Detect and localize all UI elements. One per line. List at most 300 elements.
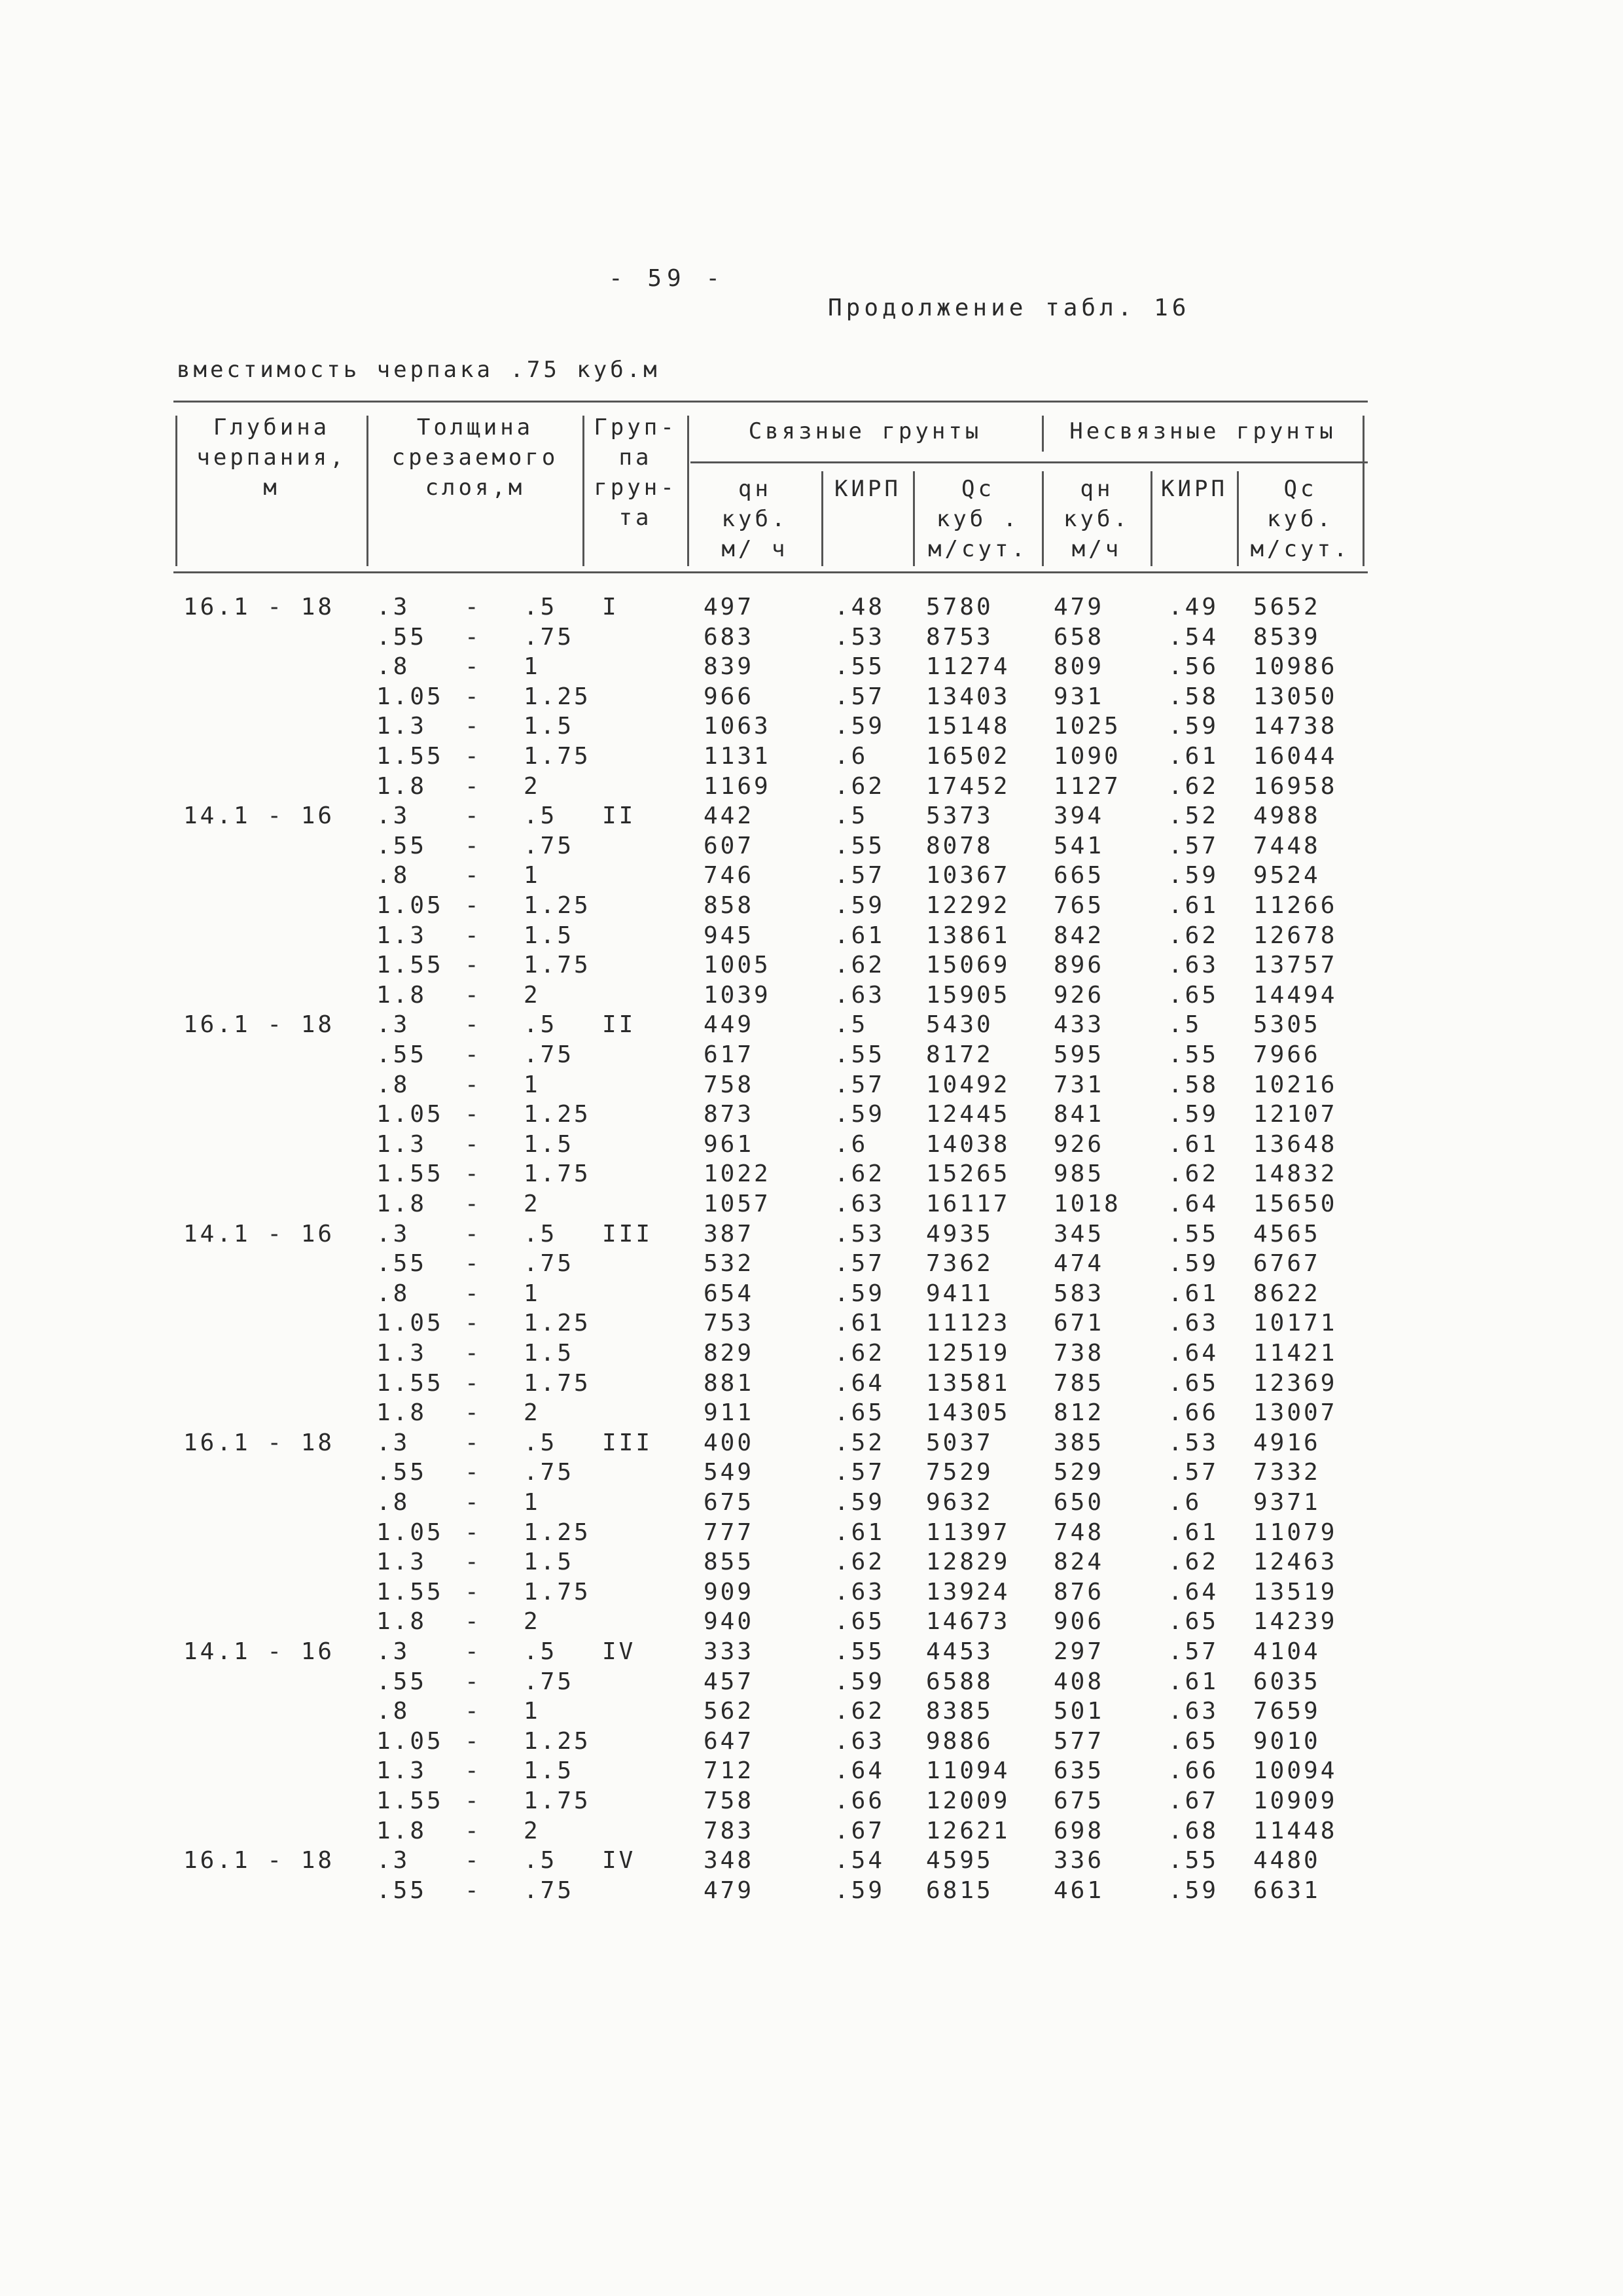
- cell-qc2: 6035: [1253, 1668, 1321, 1695]
- table-row: [0, 1338, 1623, 1369]
- cell-qc1: 12621: [926, 1817, 1010, 1844]
- cell-qc1: 16502: [926, 743, 1010, 770]
- range-dash: -: [465, 1727, 482, 1755]
- cell-from: 1.55: [376, 952, 444, 979]
- cell-qn2: 738: [1054, 1340, 1105, 1367]
- cell-qn2: 842: [1054, 922, 1105, 949]
- table-row: [0, 1637, 1623, 1667]
- cell-kirp2: .64: [1168, 1578, 1219, 1605]
- cell-kirp1: .63: [834, 1578, 885, 1605]
- cell-kirp2: .58: [1168, 1071, 1219, 1098]
- table-row: [0, 1249, 1623, 1279]
- cell-qc2: 11266: [1253, 892, 1338, 919]
- cell-to: .75: [524, 623, 575, 651]
- cell-group: II: [602, 802, 636, 830]
- range-dash: -: [465, 1847, 482, 1874]
- cell-qc2: 14494: [1253, 981, 1338, 1009]
- cell-qc1: 17452: [926, 772, 1010, 800]
- cell-kirp2: .63: [1168, 952, 1219, 979]
- header-divider: [1363, 416, 1364, 566]
- cell-from: .55: [376, 623, 427, 651]
- header-qc-noncohesive: Qc куб. м/сут.: [1250, 476, 1351, 562]
- cell-from: 1.05: [376, 1727, 444, 1755]
- cell-qn2: 931: [1054, 683, 1105, 710]
- cell-qn1: 449: [704, 1011, 755, 1039]
- table-row: [0, 1369, 1623, 1399]
- cell-kirp1: .62: [834, 1340, 885, 1367]
- cell-kirp1: .57: [834, 1459, 885, 1486]
- cell-qn2: 675: [1054, 1787, 1105, 1814]
- cell-kirp2: .57: [1168, 1459, 1219, 1486]
- cell-qc1: 12519: [926, 1340, 1010, 1367]
- range-dash: -: [465, 743, 482, 770]
- cell-qc1: 14673: [926, 1608, 1010, 1636]
- cell-kirp1: .63: [834, 1727, 885, 1755]
- cell-from: 1.8: [376, 1399, 427, 1427]
- cell-from: 1.3: [376, 713, 427, 740]
- cell-to: 2: [524, 981, 541, 1009]
- cell-kirp2: .57: [1168, 832, 1219, 859]
- cell-depth: 16.1 - 18: [183, 1429, 335, 1456]
- cell-qn2: 896: [1054, 952, 1105, 979]
- table-row: [0, 1308, 1623, 1338]
- cell-qn1: 873: [704, 1101, 755, 1128]
- cell-kirp1: .66: [834, 1787, 885, 1814]
- cell-kirp2: .65: [1168, 1369, 1219, 1397]
- header-bottom-rule: [173, 571, 1368, 573]
- table-row: [0, 1577, 1623, 1607]
- cell-depth: 16.1 - 18: [183, 1847, 335, 1874]
- cell-kirp2: .55: [1168, 1220, 1219, 1247]
- cell-from: .8: [376, 1071, 410, 1098]
- range-dash: -: [465, 1698, 482, 1725]
- cell-qn2: 926: [1054, 1130, 1105, 1158]
- cell-to: 1.5: [524, 1757, 575, 1785]
- cell-from: .55: [376, 1876, 427, 1904]
- cell-from: .3: [376, 1220, 410, 1247]
- cell-qn1: 1131: [704, 743, 771, 770]
- table-row: [0, 772, 1623, 802]
- cell-qn1: 940: [704, 1608, 755, 1636]
- cell-qn1: 746: [704, 862, 755, 889]
- cell-kirp1: .61: [834, 922, 885, 949]
- cell-kirp2: .62: [1168, 922, 1219, 949]
- cell-qc1: 9632: [926, 1489, 993, 1516]
- range-dash: -: [465, 1578, 482, 1605]
- cell-kirp1: .59: [834, 713, 885, 740]
- cell-depth: 16.1 - 18: [183, 594, 335, 620]
- cell-qc1: 8385: [926, 1698, 993, 1725]
- cell-qc1: 8753: [926, 623, 993, 651]
- range-dash: -: [465, 892, 482, 919]
- cell-to: .75: [524, 1459, 575, 1486]
- cell-qc2: 15650: [1253, 1191, 1338, 1217]
- cell-qc1: 7362: [926, 1250, 993, 1278]
- cell-qc1: 13581: [926, 1369, 1010, 1397]
- cell-qn1: 532: [704, 1250, 755, 1278]
- cell-qn1: 961: [704, 1130, 755, 1158]
- cell-qc1: 15265: [926, 1160, 1010, 1188]
- cell-from: 1.05: [376, 1101, 444, 1128]
- cell-qc1: 15905: [926, 981, 1010, 1009]
- cell-from: .55: [376, 1250, 427, 1278]
- header-thickness: Толщина срезаемого слоя,м: [391, 414, 559, 501]
- cell-qc2: 4988: [1253, 802, 1321, 830]
- cell-from: 1.55: [376, 1787, 444, 1814]
- cell-qc1: 16117: [926, 1191, 1010, 1217]
- cell-kirp1: .57: [834, 1250, 885, 1278]
- cell-kirp1: .61: [834, 1518, 885, 1546]
- header-depth: Глубина черпания, м: [196, 414, 347, 501]
- cell-qn2: 824: [1054, 1549, 1105, 1576]
- cell-qc2: 10986: [1253, 653, 1338, 681]
- cell-from: .3: [376, 1638, 410, 1665]
- cell-kirp2: .62: [1168, 772, 1219, 800]
- cell-qc2: 9524: [1253, 862, 1321, 889]
- cell-qn1: 783: [704, 1817, 755, 1844]
- cell-from: .8: [376, 1280, 410, 1307]
- table-row: [0, 801, 1623, 831]
- cell-qc2: 10094: [1253, 1757, 1338, 1785]
- range-dash: -: [465, 772, 482, 800]
- cell-qc2: 12463: [1253, 1549, 1338, 1576]
- cell-group: I: [602, 594, 619, 620]
- range-dash: -: [465, 1757, 482, 1785]
- range-dash: -: [465, 1310, 482, 1337]
- cell-qn2: 336: [1054, 1847, 1105, 1874]
- cell-kirp1: .64: [834, 1369, 885, 1397]
- cell-qn1: 348: [704, 1847, 755, 1874]
- cell-qn2: 665: [1054, 862, 1105, 889]
- table-row: [0, 1159, 1623, 1189]
- cell-to: 1: [524, 1280, 541, 1307]
- table-row: [0, 592, 1623, 622]
- cell-qc2: 9010: [1253, 1727, 1321, 1755]
- header-qc-cohesive: Qc куб . м/сут.: [928, 476, 1028, 562]
- cell-qn1: 479: [704, 1876, 755, 1904]
- cell-kirp2: .61: [1168, 1668, 1219, 1695]
- cell-kirp1: .5: [834, 1011, 868, 1039]
- cell-qn1: 1005: [704, 952, 771, 979]
- cell-qn1: 909: [704, 1578, 755, 1605]
- range-dash: -: [465, 1399, 482, 1427]
- cell-to: .75: [524, 1041, 575, 1068]
- cell-qn2: 635: [1054, 1757, 1105, 1785]
- cell-qc2: 13648: [1253, 1130, 1338, 1158]
- cell-qc2: 7332: [1253, 1459, 1321, 1486]
- cell-qc2: 13050: [1253, 683, 1338, 710]
- cell-qc1: 11274: [926, 653, 1010, 681]
- cell-kirp2: .62: [1168, 1549, 1219, 1576]
- cell-kirp1: .62: [834, 952, 885, 979]
- cell-kirp2: .64: [1168, 1191, 1219, 1217]
- cell-kirp2: .66: [1168, 1757, 1219, 1785]
- cell-kirp2: .53: [1168, 1429, 1219, 1456]
- cell-qc1: 8172: [926, 1041, 993, 1068]
- cell-kirp1: .6: [834, 743, 868, 770]
- cell-kirp1: .54: [834, 1847, 885, 1874]
- cell-qc1: 10492: [926, 1071, 1010, 1098]
- cell-qc2: 4916: [1253, 1429, 1321, 1456]
- cell-qc2: 14738: [1253, 713, 1338, 740]
- range-dash: -: [465, 623, 482, 651]
- cell-qn2: 876: [1054, 1578, 1105, 1605]
- table-row: [0, 742, 1623, 772]
- cell-qn1: 675: [704, 1489, 755, 1516]
- cell-qn2: 731: [1054, 1071, 1105, 1098]
- table-row: [0, 1786, 1623, 1816]
- cell-to: 2: [524, 1191, 541, 1217]
- cell-to: .5: [524, 802, 558, 830]
- cell-qn2: 658: [1054, 623, 1105, 651]
- cell-kirp1: .57: [834, 683, 885, 710]
- cell-qc2: 13007: [1253, 1399, 1338, 1427]
- cell-to: 1.75: [524, 952, 591, 979]
- cell-qn1: 387: [704, 1220, 755, 1247]
- cell-qn2: 906: [1054, 1608, 1105, 1636]
- cell-kirp2: .61: [1168, 1280, 1219, 1307]
- range-dash: -: [465, 1489, 482, 1516]
- cell-qn2: 595: [1054, 1041, 1105, 1068]
- table-row: [0, 950, 1623, 980]
- cell-kirp1: .55: [834, 1638, 885, 1665]
- cell-to: 1: [524, 1698, 541, 1725]
- table-row: [0, 1876, 1623, 1906]
- cell-to: .75: [524, 832, 575, 859]
- cell-qc2: 7966: [1253, 1041, 1321, 1068]
- cell-qc2: 8622: [1253, 1280, 1321, 1307]
- cell-qn1: 966: [704, 683, 755, 710]
- cell-kirp1: .64: [834, 1757, 885, 1785]
- cell-qc1: 7529: [926, 1459, 993, 1486]
- cell-kirp2: .68: [1168, 1817, 1219, 1844]
- table-row: [0, 1219, 1623, 1249]
- cell-qc1: 12009: [926, 1787, 1010, 1814]
- cell-qc1: 11397: [926, 1518, 1010, 1546]
- cell-kirp1: .59: [834, 1101, 885, 1128]
- range-dash: -: [465, 1459, 482, 1486]
- cell-from: .3: [376, 594, 410, 620]
- cell-kirp2: .61: [1168, 743, 1219, 770]
- cell-kirp1: .59: [834, 1280, 885, 1307]
- table-row: [0, 1816, 1623, 1846]
- cell-qn2: 809: [1054, 653, 1105, 681]
- cell-kirp1: .53: [834, 1220, 885, 1247]
- cell-qc1: 4595: [926, 1847, 993, 1874]
- cell-from: .55: [376, 1041, 427, 1068]
- header-kirp-noncohesive: КИРП: [1161, 476, 1228, 502]
- cell-from: .8: [376, 1698, 410, 1725]
- cell-to: 1.5: [524, 1130, 575, 1158]
- header-top-rule: [173, 401, 1368, 403]
- cell-qc1: 11123: [926, 1310, 1010, 1337]
- cell-qc1: 13403: [926, 683, 1010, 710]
- range-dash: -: [465, 952, 482, 979]
- range-dash: -: [465, 802, 482, 830]
- table-row: [0, 1547, 1623, 1577]
- cell-from: 1.55: [376, 1160, 444, 1188]
- cell-qn1: 1057: [704, 1191, 771, 1217]
- cell-to: .75: [524, 1668, 575, 1695]
- cell-qn1: 712: [704, 1757, 755, 1785]
- cell-qn1: 442: [704, 802, 755, 830]
- cell-kirp1: .55: [834, 653, 885, 681]
- range-dash: -: [465, 1817, 482, 1844]
- cell-to: 1.5: [524, 1549, 575, 1576]
- cell-qn1: 753: [704, 1310, 755, 1337]
- cell-from: 1.3: [376, 1130, 427, 1158]
- cell-to: 2: [524, 1399, 541, 1427]
- cell-qc2: 5305: [1253, 1011, 1321, 1039]
- cell-qn1: 647: [704, 1727, 755, 1755]
- cell-qn1: 758: [704, 1071, 755, 1098]
- cell-kirp1: .53: [834, 623, 885, 651]
- range-dash: -: [465, 1250, 482, 1278]
- header-noncohesive: Несвязные грунты: [1069, 418, 1336, 444]
- cell-qc2: 4565: [1253, 1220, 1321, 1247]
- cell-from: .55: [376, 832, 427, 859]
- cell-qn2: 748: [1054, 1518, 1105, 1546]
- cell-kirp1: .61: [834, 1310, 885, 1337]
- cell-kirp2: .57: [1168, 1638, 1219, 1665]
- cell-kirp2: .63: [1168, 1310, 1219, 1337]
- cell-to: 1.75: [524, 743, 591, 770]
- cell-to: 1.75: [524, 1787, 591, 1814]
- cell-qc2: 16044: [1253, 743, 1338, 770]
- range-dash: -: [465, 1071, 482, 1098]
- cell-kirp2: .61: [1168, 892, 1219, 919]
- cell-qc2: 4480: [1253, 1847, 1321, 1874]
- table-row: [0, 1518, 1623, 1548]
- cell-to: .5: [524, 1220, 558, 1247]
- cell-qc2: 8539: [1253, 623, 1321, 651]
- cell-to: 1.25: [524, 892, 591, 919]
- cell-qn2: 479: [1054, 594, 1105, 620]
- cell-qc1: 9411: [926, 1280, 993, 1307]
- cell-qc1: 5037: [926, 1429, 993, 1456]
- cell-kirp1: .63: [834, 1191, 885, 1217]
- table-row: [0, 1010, 1623, 1040]
- range-dash: -: [465, 594, 482, 620]
- cell-qn1: 911: [704, 1399, 755, 1427]
- cell-kirp2: .61: [1168, 1130, 1219, 1158]
- cell-qn1: 1169: [704, 772, 771, 800]
- cell-kirp2: .59: [1168, 862, 1219, 889]
- cell-from: 1.8: [376, 1817, 427, 1844]
- header-mid-rule: [690, 461, 1368, 463]
- cell-to: 1.5: [524, 713, 575, 740]
- cell-qn1: 654: [704, 1280, 755, 1307]
- header-kirp-cohesive: КИРП: [834, 476, 901, 502]
- cell-qc2: 12107: [1253, 1101, 1338, 1128]
- table-row: [0, 980, 1623, 1011]
- header-cohesive: Связные грунты: [748, 418, 982, 444]
- cell-kirp2: .59: [1168, 1101, 1219, 1128]
- cell-from: 1.3: [376, 1340, 427, 1367]
- cell-from: 1.05: [376, 1310, 444, 1337]
- cell-qn2: 345: [1054, 1220, 1105, 1247]
- cell-kirp1: .52: [834, 1429, 885, 1456]
- table-subtitle: вместимость черпака .75 куб.м: [177, 357, 660, 383]
- cell-to: .5: [524, 1011, 558, 1039]
- range-dash: -: [465, 981, 482, 1009]
- cell-qn2: 408: [1054, 1668, 1105, 1695]
- range-dash: -: [465, 1101, 482, 1128]
- cell-kirp1: .63: [834, 981, 885, 1009]
- cell-from: .3: [376, 802, 410, 830]
- cell-kirp2: .5: [1168, 1011, 1202, 1039]
- cell-qc1: 15069: [926, 952, 1010, 979]
- cell-to: 1.25: [524, 1727, 591, 1755]
- cell-qc1: 4935: [926, 1220, 993, 1247]
- cell-kirp1: .57: [834, 862, 885, 889]
- cell-kirp2: .6: [1168, 1489, 1202, 1516]
- cell-qc1: 10367: [926, 862, 1010, 889]
- range-dash: -: [465, 1160, 482, 1188]
- cell-depth: 16.1 - 18: [183, 1011, 335, 1039]
- cell-qn2: 385: [1054, 1429, 1105, 1456]
- cell-qc2: 12369: [1253, 1369, 1338, 1397]
- cell-qn2: 501: [1054, 1698, 1105, 1725]
- cell-qn1: 607: [704, 832, 755, 859]
- cell-qn1: 549: [704, 1459, 755, 1486]
- header-group: Груп- па грун- та: [594, 414, 677, 531]
- cell-depth: 14.1 - 16: [183, 1220, 335, 1247]
- cell-kirp2: .52: [1168, 802, 1219, 830]
- cell-group: III: [602, 1429, 653, 1456]
- cell-kirp2: .55: [1168, 1041, 1219, 1068]
- cell-to: 2: [524, 1817, 541, 1844]
- table-row: [0, 1667, 1623, 1697]
- cell-from: 1.3: [376, 1757, 427, 1785]
- table-row: [0, 652, 1623, 682]
- cell-qc2: 9371: [1253, 1489, 1321, 1516]
- cell-from: .3: [376, 1847, 410, 1874]
- cell-qc1: 9886: [926, 1727, 993, 1755]
- cell-qn1: 617: [704, 1041, 755, 1068]
- range-dash: -: [465, 922, 482, 949]
- cell-qn1: 829: [704, 1340, 755, 1367]
- table-row: [0, 831, 1623, 861]
- table-row: [0, 682, 1623, 712]
- cell-kirp2: .65: [1168, 1727, 1219, 1755]
- table-row: [0, 622, 1623, 653]
- table-row: [0, 1130, 1623, 1160]
- cell-kirp2: .65: [1168, 1608, 1219, 1636]
- cell-qn2: 785: [1054, 1369, 1105, 1397]
- cell-qc2: 11448: [1253, 1817, 1338, 1844]
- cell-kirp2: .62: [1168, 1160, 1219, 1188]
- table-row: [0, 1488, 1623, 1518]
- cell-from: 1.05: [376, 892, 444, 919]
- cell-to: 1: [524, 1071, 541, 1098]
- range-dash: -: [465, 713, 482, 740]
- cell-kirp2: .67: [1168, 1787, 1219, 1814]
- table-row: [0, 861, 1623, 891]
- cell-qn1: 855: [704, 1549, 755, 1576]
- cell-qn1: 1039: [704, 981, 771, 1009]
- cell-qn2: 474: [1054, 1250, 1105, 1278]
- range-dash: -: [465, 1041, 482, 1068]
- cell-group: IV: [602, 1638, 636, 1665]
- cell-from: 1.3: [376, 922, 427, 949]
- cell-to: 1.75: [524, 1160, 591, 1188]
- cell-kirp2: .63: [1168, 1698, 1219, 1725]
- table-row: [0, 921, 1623, 951]
- cell-qn1: 945: [704, 922, 755, 949]
- cell-qc2: 6631: [1253, 1876, 1321, 1904]
- cell-qn2: 1018: [1054, 1191, 1121, 1217]
